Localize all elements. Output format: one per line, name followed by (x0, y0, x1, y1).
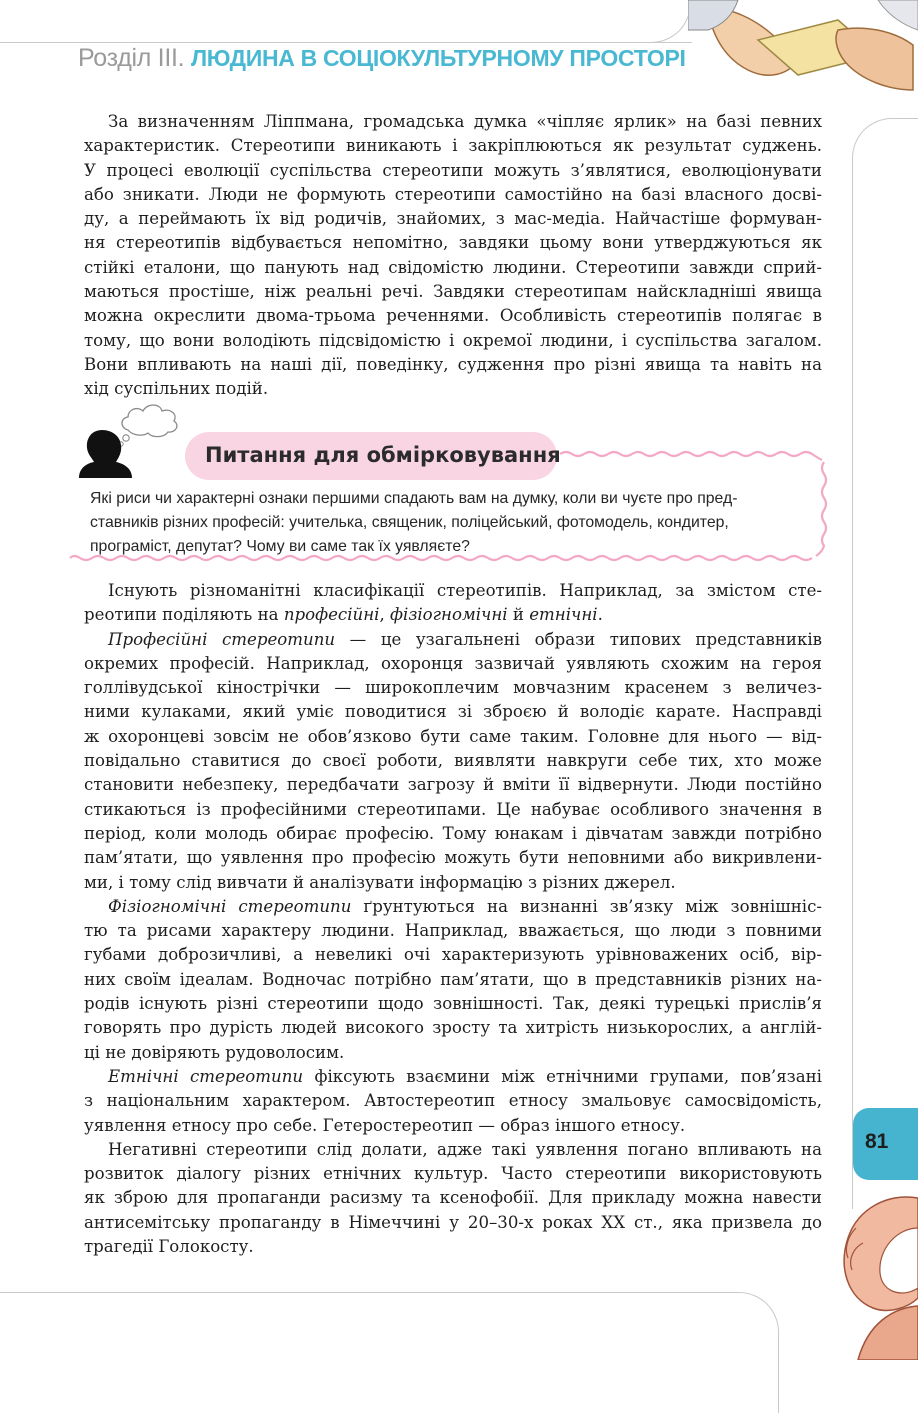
section-title: ЛЮДИНА В СОЦІОКУЛЬТУРНОМУ ПРОСТОРІ (190, 45, 686, 71)
text-line: реотипи поділяють на професійні, фізіогномічні й етнічні. (84, 605, 603, 625)
text-line: Негативні стереотипи слід долати, адже такі уявлення погано впливають на (108, 1139, 822, 1159)
text-line: стикаються із професійними стереотипами. Це набуває особливого значення в (84, 799, 822, 819)
text-line: ми, і тому слід вивчати й аналізувати інформацію з різних джерел. (84, 872, 676, 892)
header-rule (0, 42, 692, 43)
text-line: ж охоронцеві зовсім не обов’язково бути саме таким. Головне для нього — від- (84, 726, 822, 746)
hands-with-paper-illustration (688, 0, 918, 95)
text-line: стійкі еталони, що панують над свідомістю людини. Стереотипи завжди сприй- (84, 257, 822, 277)
text-line: Етнічні стереотипи фіксують взаємини між етнічними групами, пов’язані (108, 1066, 822, 1086)
text-line: з національним характером. Автостереотип етносу змальовує самосвідомість, (84, 1091, 822, 1111)
page-number: 81 (865, 1130, 889, 1153)
text-line: трагедії Голокосту. (84, 1237, 254, 1257)
text-line: губами доброзичливі, а невеликі очі характеризують урівноважених осіб, вір- (84, 945, 822, 965)
text-line: уявлення етносу про себе. Гетеростереотип — образ іншого етносу. (84, 1115, 686, 1135)
text-line: ці не довіряють рудоволосим. (84, 1042, 345, 1062)
running-header (78, 44, 686, 73)
text-line: За визначенням Ліппмана, громадська думка «чіпляє ярлик» на базі певних (108, 112, 822, 131)
text-line: Фізіогномічні стереотипи ґрунтуються на визнанні зв’язку між зовнішніс- (108, 896, 822, 916)
term-ethnic: етнічні (529, 605, 598, 625)
text-line: Існують різноманітні класифікації стереотипів. Наприклад, за змістом сте- (108, 581, 822, 600)
term-physiognomic-stereotypes: Фізіогномічні стереотипи (108, 896, 352, 916)
text-line: них своїм ідеалам. Водночас потрібно пам’ятати, що в представників різних на- (84, 969, 822, 989)
page-frame-bottom (0, 1292, 779, 1413)
text-line: характеристик. Стереотипи виникають і закріплюються як результат суджень. (84, 136, 822, 156)
question-title: Питання для обмірковування (205, 443, 561, 467)
text-line: можна окреслити двома-трьома реченнями. Особливість стереотипів полягає в (84, 306, 822, 326)
text-line: пам’ятати, що уявлення про професію можуть бути неповними або викривлени- (84, 848, 822, 868)
text-line: тому, що вони володіють підсвідомістю і окремої людини, і суспільства загалом. (84, 330, 822, 350)
text-line: становити небезпеку, передбачати загрозу й вміти її відвернути. Люди постійно (84, 775, 822, 795)
text-line: програміст, депутат? Чому ви саме так їх уявляєте? (90, 538, 470, 555)
text-line: Вони впливають на наші дії, поведінку, судження про різні явища та навіть на (84, 354, 822, 374)
text-line: ня стереотипів відбувається непомітно, завдяки цьому вони утверджуються як (84, 233, 822, 253)
intro-paragraph (84, 110, 822, 402)
text-line: говорять про дурість людей високого зросту та хитрість низькорослих, а англій- (84, 1018, 822, 1038)
text-line: ду, а переймають їх від родичів, знайомих, з мас-медіа. Найчастіше формуван- (84, 209, 822, 229)
text-line: період, коли молодь обирає професію. Тому юнакам і дівчатам завжди потрібно (84, 823, 822, 843)
text-line: голлівудської кінострічки — широкоплечим мовчазним красенем з величез- (84, 678, 822, 698)
text-line: повідально ставитися до своєї роботи, виявляти навкруги себе тих, хто може (84, 751, 822, 771)
term-physiognomic: фізіогномічні (390, 605, 508, 625)
text-line: розвиток діалогу різних етнічних культур. Часто стереотипи використовують (84, 1164, 822, 1184)
term-professional: професійні (283, 605, 380, 625)
term-professional-stereotypes: Професійні стереотипи (108, 629, 336, 649)
text-line: антисемітську пропаганду в Німеччині у 20–30-х роках XX ст., яка призвела до (84, 1212, 822, 1232)
joined-hands-illustration (818, 1188, 918, 1360)
term-ethnic-stereotypes: Етнічні стереотипи (108, 1066, 304, 1086)
text-line: окремих професій. Наприклад, охоронця зазвичай уявляють схожим на героя (84, 653, 822, 673)
main-text (84, 579, 822, 1259)
text-line: У процесі еволюції суспільства стереотипи можуть з’являтися, еволюціонувати (84, 160, 822, 180)
text-line: родів існують різні стереотипи щодо зовнішності. Так, деякі турецькі прислів’я (84, 994, 822, 1014)
text-line: як зброю для пропаганди расизму та ксенофобії. Для прикладу можна навести (84, 1188, 822, 1208)
text-line: тю та рисами характеру людини. Наприклад, вважається, що люди з повними (84, 921, 822, 941)
text-line: ними кулаками, який уміє поводитися зі зброєю й володіє карате. Насправді (84, 702, 822, 722)
text-line: хід суспільних подій. (84, 379, 269, 399)
header-rule-curve (600, 0, 691, 43)
text-line: або зникати. Люди не формують стереотипи самостійно на базі власного досві- (84, 184, 822, 204)
section-label: Розділ ІІІ. (78, 44, 185, 72)
text-line: маються простіше, ніж реальні речі. Завдяки стереотипам найскладніші явища (84, 282, 822, 302)
text-line: Професійні стереотипи — це узагальнені образи типових представників (108, 629, 822, 649)
text-line: Які риси чи характерні ознаки першими спадають вам на думку, коли ви чуєте про пред- (90, 490, 738, 507)
page-frame-right (852, 118, 918, 1209)
text-line: ставників різних професій: учителька, священик, поліцейський, фотомодель, кондитер, (90, 514, 729, 531)
question-text (90, 487, 818, 559)
